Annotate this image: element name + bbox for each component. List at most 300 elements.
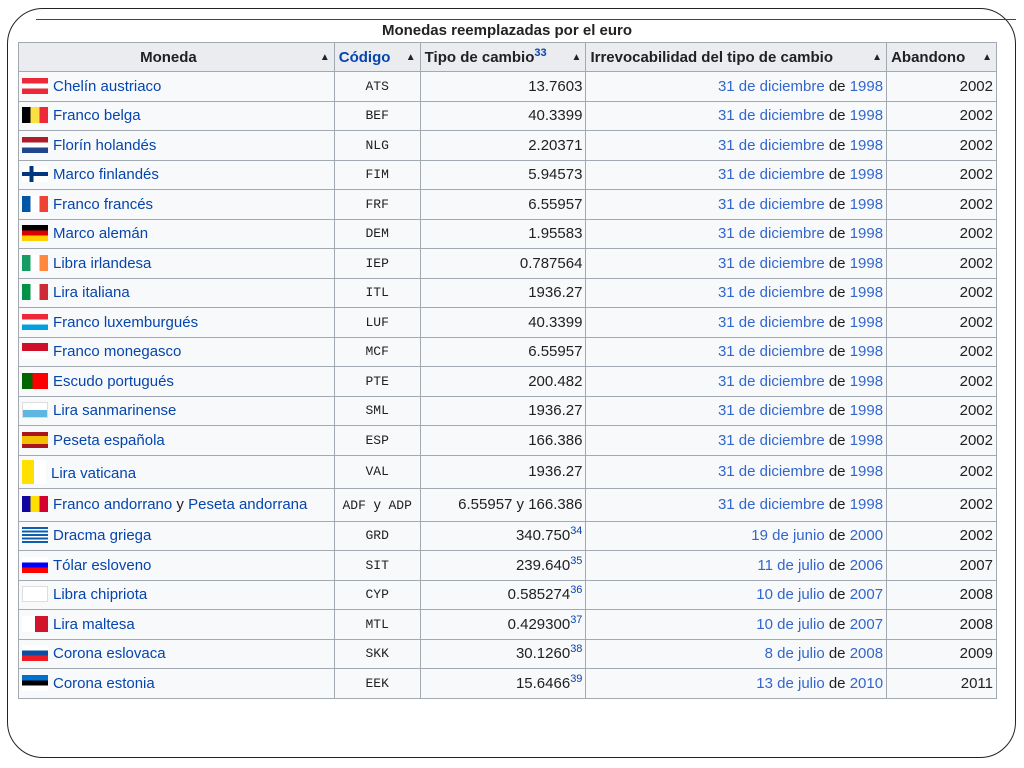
abandon-year: 2008 (959, 615, 993, 633)
header-abandono[interactable]: Abandono ▲ (887, 43, 997, 72)
cell-abandono (887, 639, 997, 669)
exchange-rate: 1936.27 (528, 463, 583, 480)
currency-code: VAL (365, 464, 389, 479)
cell-abandono (887, 160, 997, 190)
date-connector: de (828, 136, 846, 154)
sort-arrows-icon[interactable]: ▲ (872, 51, 883, 63)
cell-tipo-cambio (420, 190, 586, 220)
cell-abandono (887, 337, 997, 367)
exchange-rate: 6.55957 (528, 343, 583, 361)
cell-abandono (887, 396, 997, 426)
date-connector: de (828, 463, 846, 480)
date-link[interactable]: 13 de julio (756, 674, 825, 692)
cell-codigo (334, 131, 420, 161)
cell-irrevocabilidad (586, 160, 887, 190)
date-connector: de (828, 402, 846, 420)
currency-link[interactable]: Marco finlandés (53, 166, 159, 184)
cell-moneda (19, 278, 335, 308)
currency-link[interactable]: Franco luxemburgués (53, 313, 199, 331)
cell-abandono (887, 455, 997, 488)
flag-sk-icon (22, 645, 48, 661)
sort-arrows-icon[interactable]: ▲ (571, 51, 582, 63)
date-link[interactable]: 31 de diciembre (717, 372, 825, 390)
date-connector: de (828, 225, 846, 243)
cell-irrevocabilidad (586, 308, 887, 338)
abandon-year: 2002 (959, 313, 993, 331)
table-row (19, 367, 997, 397)
currency-link[interactable]: Corona estonia (53, 674, 155, 692)
currency-link[interactable]: Marco alemán (53, 225, 149, 243)
cell-moneda (19, 367, 335, 397)
date-connector: de (828, 645, 846, 663)
currency-link[interactable]: Lira maltesa (53, 615, 135, 633)
currency-code: ESP (365, 432, 389, 448)
exchange-rate: 6.55957 (528, 195, 583, 213)
cell-irrevocabilidad (586, 219, 887, 249)
cell-codigo (334, 278, 420, 308)
date-connector: de (828, 586, 846, 604)
flag-ie-icon (22, 255, 48, 271)
table-row (19, 610, 997, 640)
currency-code: MTL (365, 616, 389, 632)
exchange-rate: 340.750 (515, 527, 571, 545)
cell-irrevocabilidad (586, 190, 887, 220)
currency-link[interactable]: Chelín austriaco (53, 77, 162, 95)
abandon-year: 2002 (959, 195, 993, 213)
cell-irrevocabilidad (586, 669, 887, 699)
table-row (19, 639, 997, 669)
year-link[interactable]: 1998 (849, 166, 884, 184)
abandon-year: 2002 (959, 77, 993, 95)
currency-link[interactable]: Peseta andorrana (188, 496, 308, 513)
table-row (19, 249, 997, 279)
cell-irrevocabilidad (586, 396, 887, 426)
flag-cy-icon (22, 586, 48, 602)
cell-abandono (887, 580, 997, 610)
flag-fi-icon (22, 166, 48, 182)
cell-moneda (19, 426, 335, 456)
table-row (19, 551, 997, 581)
currency-link[interactable]: Tólar esloveno (53, 556, 152, 574)
cell-tipo-cambio (420, 101, 586, 131)
currency-link[interactable]: Franco monegasco (53, 343, 182, 361)
abandon-year: 2002 (959, 225, 993, 243)
cell-abandono (887, 278, 997, 308)
date-connector: de (828, 496, 846, 513)
currency-code: MCF (365, 344, 389, 360)
year-link[interactable]: 1998 (849, 284, 884, 302)
sort-arrows-icon[interactable]: ▲ (405, 51, 416, 63)
cell-irrevocabilidad (586, 580, 887, 610)
cell-moneda (19, 551, 335, 581)
header-codigo[interactable] (334, 43, 420, 72)
currency-code: ADF (342, 498, 366, 513)
abandon-year: 2002 (959, 136, 993, 154)
cell-irrevocabilidad (586, 551, 887, 581)
year-link[interactable]: 1998 (849, 343, 884, 361)
date-connector: de (828, 556, 846, 574)
date-link[interactable]: 10 de julio (756, 615, 825, 633)
year-link[interactable]: 1998 (849, 254, 884, 272)
currency-link[interactable]: Peseta española (53, 431, 165, 449)
flag-ee-icon (22, 675, 48, 691)
abandon-year: 2002 (959, 166, 993, 184)
currency-code: NLG (365, 137, 389, 153)
abandon-year: 2002 (959, 372, 993, 390)
cell-moneda (19, 396, 335, 426)
cell-moneda (19, 249, 335, 279)
year-link[interactable]: 1998 (849, 431, 884, 449)
cell-tipo-cambio (420, 278, 586, 308)
header-codigo-link[interactable]: Código (338, 48, 391, 66)
cell-codigo (334, 160, 420, 190)
flag-fr-icon (22, 196, 48, 212)
currency-link[interactable]: Dracma griega (53, 527, 152, 545)
year-link[interactable]: 1998 (849, 107, 884, 125)
currency-code: GRD (365, 528, 389, 544)
exchange-rate: 0.429300 (507, 615, 571, 633)
abandon-year: 2009 (959, 645, 993, 663)
currency-code: FIM (365, 167, 389, 183)
cell-tipo-cambio (420, 488, 586, 521)
currency-link[interactable]: Libra chipriota (53, 586, 148, 604)
cell-moneda (19, 337, 335, 367)
cell-codigo (334, 488, 420, 521)
abandon-year: 2002 (959, 402, 993, 420)
year-link[interactable]: 2010 (849, 674, 884, 692)
currencies-table (18, 42, 997, 699)
currency-code: ATS (365, 78, 389, 94)
cell-tipo-cambio (420, 580, 586, 610)
date-link[interactable]: 19 de junio (751, 527, 825, 545)
abandon-year: 2002 (959, 107, 993, 125)
exchange-rate: 0.585274 (507, 586, 571, 604)
year-link[interactable]: 1998 (849, 313, 884, 331)
cell-moneda (19, 308, 335, 338)
cell-moneda (19, 131, 335, 161)
table-row (19, 190, 997, 220)
flag-be-icon (22, 107, 48, 123)
date-link[interactable]: 31 de diciembre (717, 136, 825, 154)
cell-moneda (19, 101, 335, 131)
cell-codigo (334, 396, 420, 426)
table-row (19, 669, 997, 699)
currency-code: SKK (365, 646, 389, 662)
cell-moneda (19, 639, 335, 669)
cell-abandono (887, 426, 997, 456)
date-link[interactable]: 31 de diciembre (717, 343, 825, 361)
conjunction-text: y (176, 496, 184, 513)
year-link[interactable]: 1998 (849, 136, 884, 154)
cell-abandono (887, 249, 997, 279)
cell-codigo (334, 639, 420, 669)
cell-irrevocabilidad (586, 278, 887, 308)
cell-tipo-cambio (420, 396, 586, 426)
cell-tipo-cambio (420, 337, 586, 367)
ref-link[interactable]: 39 (570, 672, 583, 685)
ref-link[interactable]: 38 (570, 643, 583, 656)
cell-abandono (887, 131, 997, 161)
cell-abandono (887, 551, 997, 581)
flag-mt-icon (22, 616, 48, 632)
currency-link[interactable]: Lira vaticana (51, 464, 137, 482)
cell-codigo (334, 337, 420, 367)
year-link[interactable]: 2006 (849, 556, 884, 574)
flag-it-icon (22, 284, 48, 300)
cell-codigo (334, 455, 420, 488)
cell-abandono (887, 488, 997, 521)
currency-code: ITL (365, 285, 389, 301)
year-link[interactable]: 1998 (849, 463, 884, 480)
year-link[interactable]: 1998 (849, 195, 884, 213)
flag-de-icon (22, 225, 48, 241)
table-caption: Monedas reemplazadas por el euro (381, 22, 633, 39)
cell-codigo (334, 551, 420, 581)
cell-codigo (334, 367, 420, 397)
table-row (19, 219, 997, 249)
cell-abandono (887, 521, 997, 551)
year-link[interactable]: 2000 (849, 527, 884, 545)
date-link[interactable]: 31 de diciembre (717, 402, 825, 420)
cell-codigo (334, 521, 420, 551)
cell-abandono (887, 669, 997, 699)
currency-code: SIT (365, 557, 389, 573)
flag-sm-icon (22, 402, 48, 418)
cell-irrevocabilidad (586, 249, 887, 279)
cell-tipo-cambio (420, 669, 586, 699)
cell-codigo (334, 219, 420, 249)
exchange-rate: 1936.27 (528, 402, 583, 420)
cell-tipo-cambio (420, 639, 586, 669)
date-link[interactable]: 10 de julio (756, 586, 825, 604)
flag-pt-icon (22, 373, 48, 389)
currency-link[interactable]: Corona eslovaca (53, 645, 166, 663)
table-row (19, 278, 997, 308)
cell-abandono (887, 308, 997, 338)
currency-link[interactable]: Lira italiana (53, 284, 130, 302)
currency-code: LUF (365, 314, 389, 330)
currency-code: SML (365, 403, 389, 419)
cell-tipo-cambio (420, 308, 586, 338)
exchange-rate: 0.787564 (519, 254, 583, 272)
date-link[interactable]: 31 de diciembre (717, 313, 825, 331)
flag-ad-icon (22, 496, 48, 512)
date-link[interactable]: 31 de diciembre (717, 225, 825, 243)
flag-at-icon (22, 78, 48, 94)
table-row (19, 131, 997, 161)
currency-link[interactable]: Florín holandés (53, 136, 157, 154)
date-link[interactable]: 11 de julio (757, 556, 825, 574)
table-row (19, 426, 997, 456)
currency-link[interactable]: Franco francés (53, 195, 154, 213)
cell-tipo-cambio (420, 610, 586, 640)
header-tipo[interactable]: Tipo de cambio$^{33}$ ▲ (420, 43, 586, 72)
abandon-year: 2002 (959, 431, 993, 449)
date-link[interactable]: 31 de diciembre (717, 431, 825, 449)
cell-codigo (334, 610, 420, 640)
sort-arrows-icon[interactable]: ▲︎ (319, 51, 330, 63)
exchange-rate: 200.482 (528, 372, 583, 390)
date-connector: de (828, 254, 846, 272)
cell-tipo-cambio (420, 426, 586, 456)
flag-lu-icon (22, 314, 48, 330)
year-link[interactable]: 1998 (849, 77, 884, 95)
currency-link[interactable]: Libra irlandesa (53, 254, 152, 272)
table-row (19, 455, 997, 488)
currency-code: FRF (365, 196, 389, 212)
header-row (19, 43, 997, 72)
cell-abandono (887, 610, 997, 640)
cell-tipo-cambio (420, 72, 586, 102)
exchange-rate: 1936.27 (528, 284, 583, 302)
abandon-year: 2011 (960, 674, 993, 692)
ref-link[interactable]: 35 (570, 554, 583, 567)
cell-codigo (334, 249, 420, 279)
sort-arrows-icon[interactable]: ▲ (982, 51, 992, 63)
currency-code: PTE (365, 373, 389, 389)
cell-tipo-cambio (420, 521, 586, 551)
currency-link[interactable]: Lira sanmarinense (53, 402, 177, 420)
date-connector: de (828, 343, 846, 361)
exchange-rate: 15.6466 (515, 674, 571, 692)
table-row (19, 308, 997, 338)
cell-irrevocabilidad (586, 639, 887, 669)
cell-irrevocabilidad (586, 455, 887, 488)
date-link[interactable]: 31 de diciembre (717, 166, 825, 184)
exchange-rate: 6.55957 y 166.386 (458, 496, 583, 513)
abandon-year: 2002 (959, 254, 993, 272)
date-connector: de (828, 372, 846, 390)
cell-moneda (19, 521, 335, 551)
date-connector: de (828, 431, 846, 449)
date-connector: de (828, 107, 846, 125)
currency-link[interactable]: Franco belga (53, 107, 141, 125)
table-row (19, 580, 997, 610)
cell-tipo-cambio (420, 131, 586, 161)
currency-link[interactable]: Franco andorrano (53, 496, 173, 513)
cell-irrevocabilidad (586, 521, 887, 551)
year-link[interactable]: 1998 (849, 372, 884, 390)
cell-abandono (887, 72, 997, 102)
currency-code: BEF (365, 108, 389, 124)
flag-mc-icon (22, 343, 48, 359)
flag-es-icon (22, 432, 48, 448)
year-link[interactable]: 2008 (849, 645, 884, 663)
cell-irrevocabilidad (586, 610, 887, 640)
year-link[interactable]: 1998 (849, 225, 884, 243)
ref-link[interactable]: 34 (570, 525, 583, 538)
cell-codigo (334, 101, 420, 131)
date-connector: de (828, 166, 846, 184)
cell-moneda (19, 72, 335, 102)
abandon-year: 2002 (959, 284, 993, 302)
cell-codigo (334, 308, 420, 338)
cell-moneda (19, 488, 335, 521)
cell-moneda (19, 190, 335, 220)
table-row (19, 160, 997, 190)
abandon-year: 2002 (959, 463, 993, 480)
cell-moneda (19, 580, 335, 610)
date-link[interactable]: 31 de diciembre (717, 463, 825, 480)
cell-irrevocabilidad (586, 337, 887, 367)
date-connector: de (828, 615, 846, 633)
cell-abandono (887, 101, 997, 131)
year-link[interactable]: 2007 (849, 586, 884, 604)
currency-code: EEK (365, 675, 389, 691)
abandon-year: 2007 (959, 556, 993, 574)
cell-moneda (19, 455, 335, 488)
date-link[interactable]: 31 de diciembre (717, 496, 825, 513)
header-moneda[interactable]: Moneda ▲︎ (19, 43, 335, 72)
cell-tipo-cambio (420, 160, 586, 190)
date-connector: de (828, 195, 846, 213)
table-row (19, 72, 997, 102)
exchange-rate: 40.3399 (528, 107, 583, 125)
table-row (19, 101, 997, 131)
cell-moneda (19, 669, 335, 699)
date-connector: de (828, 527, 846, 545)
header-irrevocabilidad[interactable]: Irrevocabilidad del tipo de cambio ▲ (586, 43, 887, 72)
date-link[interactable]: 31 de diciembre (717, 77, 825, 95)
flag-gr-icon (22, 527, 48, 543)
currency-code: DEM (365, 226, 389, 242)
ref-link[interactable]: 36 (570, 584, 583, 597)
date-link[interactable]: 8 de julio (764, 645, 825, 663)
table-row (19, 337, 997, 367)
cell-codigo (334, 426, 420, 456)
date-link[interactable]: 31 de diciembre (717, 254, 825, 272)
flag-nl-icon (22, 137, 48, 153)
exchange-rate: 13.7603 (528, 77, 583, 95)
ref-link[interactable]: 33 (534, 46, 547, 59)
conjunction-text: y (373, 496, 381, 512)
abandon-year: 2002 (959, 343, 993, 361)
abandon-year: 2002 (959, 496, 993, 513)
cell-codigo (334, 580, 420, 610)
date-link[interactable]: 31 de diciembre (717, 195, 825, 213)
date-link[interactable]: 31 de diciembre (717, 107, 825, 125)
exchange-rate: 239.640 (515, 556, 571, 574)
cell-tipo-cambio (420, 219, 586, 249)
cell-irrevocabilidad (586, 426, 887, 456)
table-row (19, 521, 997, 551)
date-link[interactable]: 31 de diciembre (717, 284, 825, 302)
cell-moneda (19, 160, 335, 190)
table-row (19, 488, 997, 521)
flag-si-icon (22, 557, 48, 573)
year-link[interactable]: 2007 (849, 615, 884, 633)
exchange-rate: 5.94573 (528, 166, 583, 184)
currency-link[interactable]: Escudo portugués (53, 372, 174, 390)
cell-tipo-cambio (420, 367, 586, 397)
date-connector: de (828, 674, 846, 692)
cell-irrevocabilidad (586, 72, 887, 102)
exchange-rate: 2.20371 (528, 136, 583, 154)
year-link[interactable]: 1998 (849, 402, 884, 420)
cell-moneda (19, 219, 335, 249)
cell-irrevocabilidad (586, 488, 887, 521)
cell-irrevocabilidad (586, 367, 887, 397)
ref-link[interactable]: 37 (570, 613, 583, 626)
year-link[interactable]: 1998 (849, 496, 884, 513)
cell-abandono (887, 367, 997, 397)
cell-codigo (334, 190, 420, 220)
cell-codigo (334, 72, 420, 102)
cell-moneda (19, 610, 335, 640)
currency-code: CYP (365, 587, 389, 603)
exchange-rate: 1.95583 (528, 225, 583, 243)
date-connector: de (828, 77, 846, 95)
